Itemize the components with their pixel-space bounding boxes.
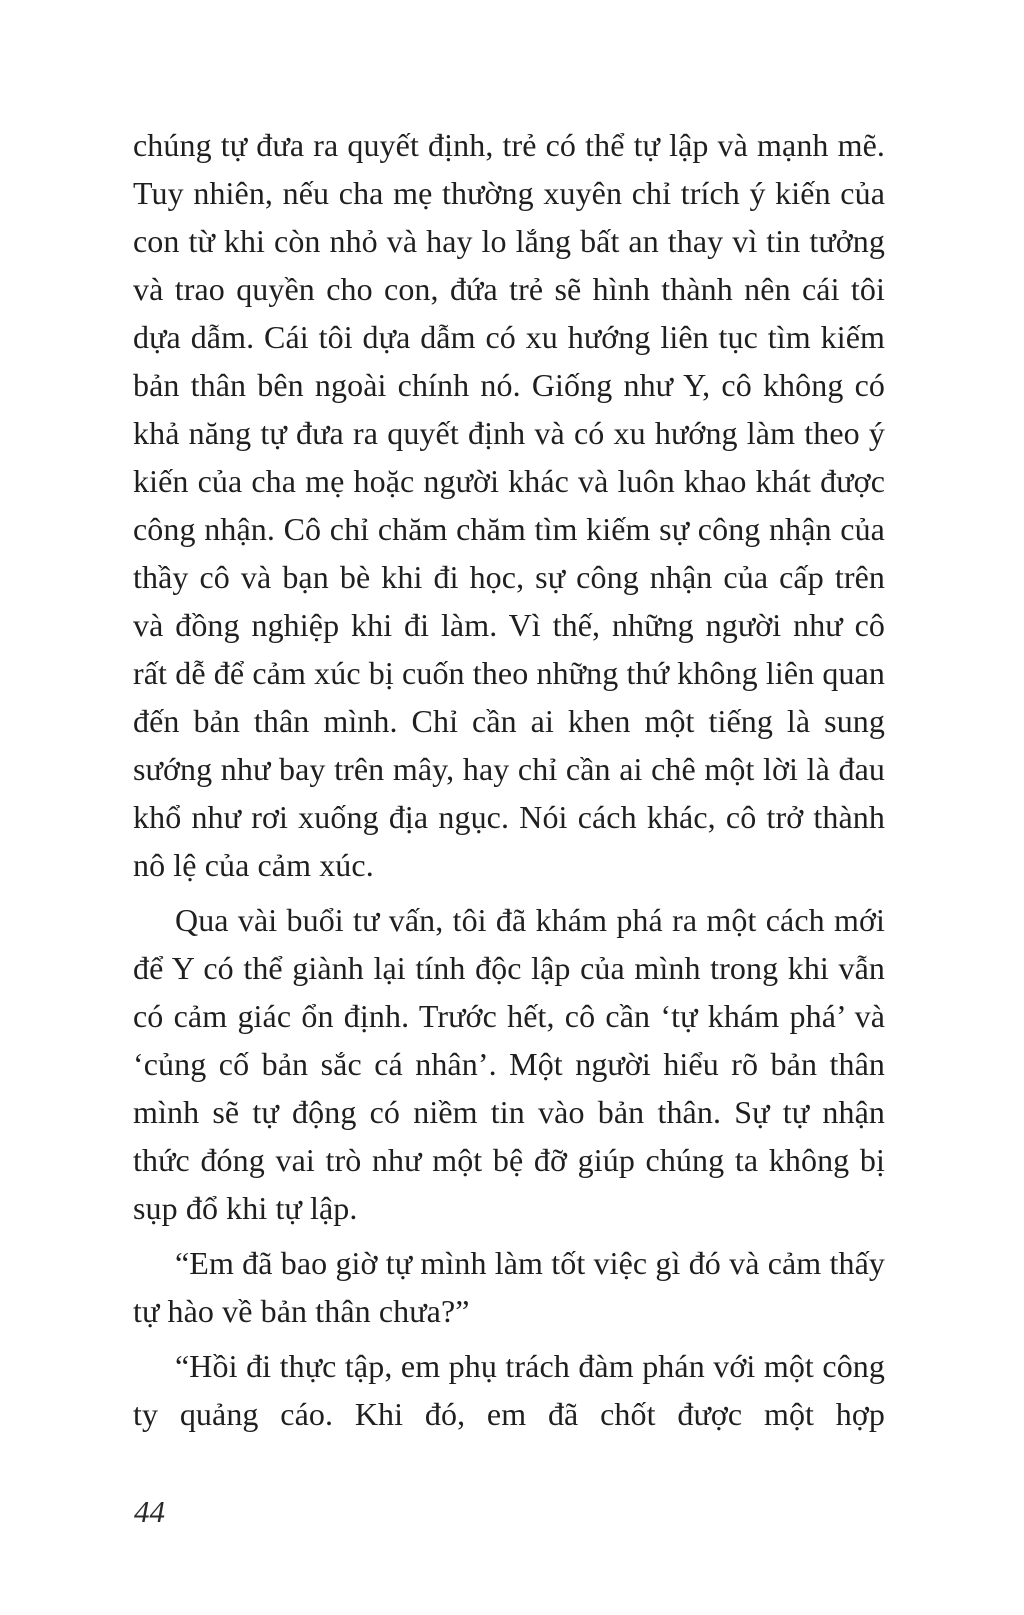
body-paragraph: Qua vài buổi tư vấn, tôi đã khám phá ra một cách mới để Y có thể giành lại tính độc lập của mình trong khi vẫn có cảm giác ổn định. Trước hết, cô cần ‘tự khám phá’ và ‘củng cố bản sắc cá nhân’. Một người hiểu rõ bản thân mình sẽ tự động có niềm tin vào bản thân. Sự tự nhận thức đóng vai trò như một bệ đỡ giúp chúng ta không bị sụp đổ khi tự lập. [133,902,885,1226]
page-number: 44 [134,1494,165,1529]
dialogue-paragraph: “Em đã bao giờ tự mình làm tốt việc gì đó và cảm thấy tự hào về bản thân chưa?” [133,1245,885,1329]
text-block [133,121,885,1438]
dialogue-paragraph: “Hồi đi thực tập, em phụ trách đàm phán với một công ty quảng cáo. Khi đó, em đã chốt được một hợp [133,1348,885,1432]
body-paragraph: chúng tự đưa ra quyết định, trẻ có thể tự lập và mạnh mẽ. Tuy nhiên, nếu cha mẹ thường xuyên chỉ trích ý kiến của con từ khi còn nhỏ và hay lo lắng bất an thay vì tin tưởng và trao quyền cho con, đứa trẻ sẽ hình thành nên cái tôi dựa dẫm. Cái tôi dựa dẫm có xu hướng liên tục tìm kiếm bản thân bên ngoài chính nó. Giống như Y, cô không có khả năng tự đưa ra quyết định và có xu hướng làm theo ý kiến của cha mẹ hoặc người khác và luôn khao khát được công nhận. Cô chỉ chăm chăm tìm kiếm sự công nhận của thầy cô và bạn bè khi đi học, sự công nhận của cấp trên và đồng nghiệp khi đi làm. Vì thế, những người như cô rất dễ để cảm xúc bị cuốn theo những thứ không liên quan đến bản thân mình. Chỉ cần ai khen một tiếng là sung sướng như bay trên mây, hay chỉ cần ai chê một lời là đau khổ như rơi xuống địa ngục. Nói cách khác, cô trở thành nô lệ của cảm xúc. [133,127,885,883]
